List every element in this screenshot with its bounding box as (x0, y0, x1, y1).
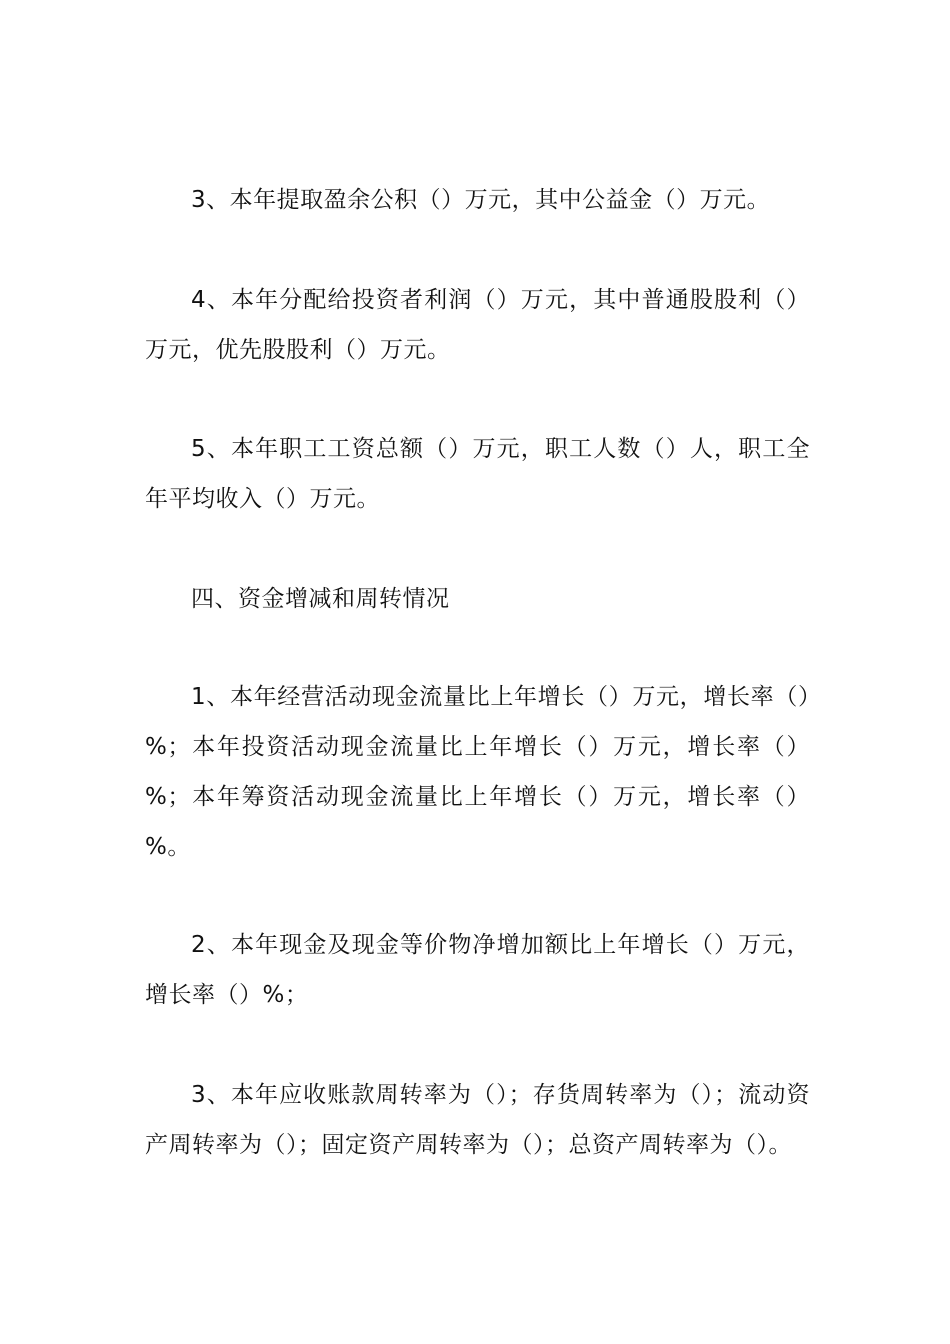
item-cash-flow-growth: 1、本年经营活动现金流量比上年增长（）万元，增长率（）%；本年投资活动现金流量比上年增长（）万元，增长率（）%；本年筹资活动现金流量比上年增长（）万元，增长率（）%。 (145, 684, 810, 860)
item-cash-equivalents-growth: 2、本年现金及现金等价物净增加额比上年增长（）万元，增长率（）%； (145, 932, 810, 1008)
item-investor-profit: 4、本年分配给投资者利润（）万元，其中普通股股利（）万元，优先股股利（）万元。 (145, 287, 810, 363)
item-turnover-ratios: 3、本年应收账款周转率为（）；存货周转率为（）；流动资产周转率为（）；固定资产周转率为（）；总资产周转率为（）。 (145, 1082, 810, 1158)
item-profit-reserve: 3、本年提取盈余公积（）万元，其中公益金（）万元。 (191, 187, 771, 213)
section-heading-fund-turnover: 四、资金增减和周转情况 (191, 586, 450, 612)
item-staff-wages: 5、本年职工工资总额（）万元，职工人数（）人，职工全年平均收入（）万元。 (145, 436, 810, 512)
